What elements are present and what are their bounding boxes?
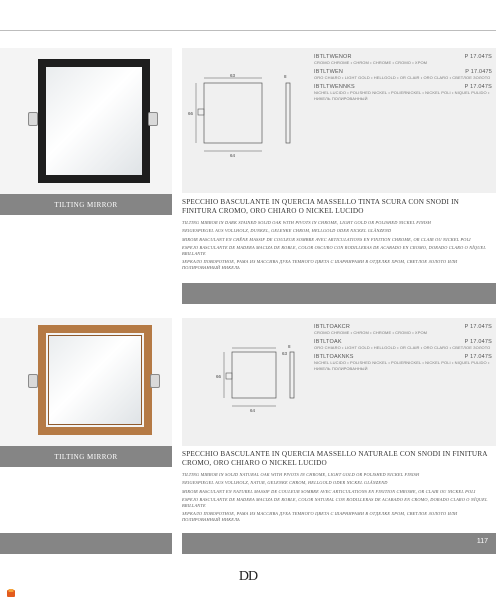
code-block: [314, 69, 492, 80]
code-block: [314, 354, 492, 370]
product-description: [182, 198, 492, 273]
dim-width-top: 63: [282, 351, 288, 356]
code-block: [314, 54, 492, 65]
brand-logo: DD: [238, 569, 258, 584]
desc-german: NEIGESPIEGEL AUS VOLLHOLZ, DUNKEL, GELENKE CHROM, HELLGOLD ODER NICKEL GLÄNZEND: [182, 228, 392, 234]
product-photo: [0, 48, 172, 194]
dim-depth: 8: [288, 344, 291, 349]
product-code: IBTLTWEN: [314, 69, 343, 76]
pivot-left-icon: [28, 374, 38, 388]
dim-depth: 8: [284, 74, 287, 79]
product-code: IBTLTWENNKS: [314, 84, 355, 91]
product-price: P 17.047S: [464, 354, 492, 361]
dim-height: 66: [188, 111, 194, 116]
dim-height: 66: [216, 374, 222, 379]
pivot-left-icon: [28, 112, 38, 126]
code-block: [314, 339, 492, 350]
top-rule: [0, 30, 496, 31]
technical-drawing: [182, 48, 312, 193]
page-number: 117: [476, 538, 488, 545]
section-footer-bar: [182, 283, 496, 304]
technical-drawing-panel: [182, 48, 496, 193]
product-code: IBTLTWENOR: [314, 54, 352, 60]
product-price: P 17.047S: [464, 84, 492, 91]
bookmark-icon[interactable]: [6, 588, 16, 598]
desc-spanish: ESPEJO BASCULANTE DE MADERA MACIZA DE ROBLE, COLOR OSCURO CON RODILLERAS DE ACABADO EN CROMO, DORADO CLARO O NÍQUEL BRILLANTE: [182, 244, 486, 256]
mirror-image: [38, 59, 150, 183]
code-block: [314, 324, 492, 335]
desc-english: TILTING MIRROR IN SOLID NATURAL OAK WITH PIVOTS IN CHROME, LIGHT GOLD OR POLISHED NICKEL FINISH: [182, 472, 420, 477]
product-code: IBTLTOAKCR: [314, 324, 351, 330]
product-section-natural: [0, 318, 496, 554]
finish-label: CROMO CHROME • CHROM • CHROME • CROMO • XPOM: [314, 60, 428, 65]
mirror-image: [38, 325, 152, 435]
product-price: P 17.047S: [464, 54, 492, 60]
product-price: P 17.047S: [464, 324, 492, 330]
pivot-right-icon: [150, 374, 160, 388]
desc-french: MIROIR BASCULANT EN NATUREL MASSIF DE COULEUR SOMBRE AVEC ARTICULATIONS EN FINITION CHROME, OR CLAIR OU NICKEL POLI: [182, 488, 476, 494]
pivot-right-icon: [148, 112, 158, 126]
finish-label: NICHEL LUCIDO • POLISHED NICKEL • POLIERNICKEL • NICKEL POLI • NIQUEL PULIDO • НИКЕЛЬ ПОЛИРОВАННЫЙ: [314, 90, 490, 101]
product-section-dark: [0, 48, 496, 304]
product-title: SPECCHIO BASCULANTE IN QUERCIA MASSELLO NATURALE CON SNODI IN FINITURA CROMO, ORO CHIARO O NICKEL LUCIDO: [182, 450, 488, 467]
code-block: [314, 84, 492, 100]
finish-label: ORO CHIARO • LIGHT GOLD • HELLGOLD • OR CLAIR • ORO CLARO • СВЕТЛОЕ ЗОЛОТО: [314, 75, 491, 81]
section-footer-bar-left: [0, 533, 172, 554]
section-footer-bar: [182, 533, 496, 554]
product-price: P 17.047S: [464, 339, 492, 346]
finish-label: NICHEL LUCIDO • POLISHED NICKEL • POLIERNICKEL • NICKEL POLI • NIQUEL PULIDO • НИКЕЛЬ ПОЛИРОВАННЫЙ: [314, 360, 490, 371]
desc-spanish: ESPEJO BASCULANTE DE MADERA MACIZA DE ROBLE, COLOR NATURAL CON RODILLERAS DE ACABADO EN CROMO, DORADO CLARO O NÍQUEL BRILLANTE: [182, 496, 488, 508]
product-caption: TILTING MIRROR: [0, 194, 172, 215]
technical-drawing: [182, 318, 312, 446]
finish-label: ORO CHIARO • LIGHT GOLD • HELLGOLD • OR CLAIR • ORO CLARO • СВЕТЛОЕ ЗОЛОТО: [314, 345, 491, 351]
product-codes: [314, 54, 492, 105]
desc-english: TILTING MIRROR IN DARK STAINED SOLID OAK WITH PIVOTS IN CHROME, LIGHT GOLD OR POLISHED NICKEL FINISH: [182, 220, 432, 225]
product-caption: TILTING MIRROR: [0, 446, 172, 467]
desc-french: MIROIR BASCULANT EN CHÊNE MASSIF DE COULEUR SOMBRE AVEC ARTICULATIONS EN FINITION CHROME, OR CLAIR OU NICKEL POLI: [182, 236, 471, 242]
product-photo: [0, 318, 172, 446]
desc-german: NEIGESPIEGEL AUS VOLLHOLZ, NATUR, GELENKE CHROM, HELLGOLD ODER NICKEL GLÄNZEND: [182, 480, 388, 486]
product-description: [182, 450, 492, 525]
product-title: SPECCHIO BASCULANTE IN QUERCIA MASSELLO TINTA SCURA CON SNODI IN FINITURA CROMO, ORO CHIARO O NICKEL LUCIDO: [182, 198, 460, 215]
dim-width-bottom: 64: [230, 153, 236, 158]
product-codes: [314, 324, 492, 375]
technical-drawing-panel: [182, 318, 496, 446]
product-code: IBTLTOAK: [314, 339, 342, 346]
dim-width-bottom: 64: [250, 408, 256, 413]
product-price: P 17.0475: [465, 69, 492, 76]
dim-width-top: 63: [230, 73, 236, 78]
product-code: IBTLTOAKNKS: [314, 354, 354, 361]
desc-russian: ЗЕРКАЛО ПОВОРОТНОЕ, РАМА ИЗ МАССИВА ДУБА ТЕМНОГО ЦВЕТА С ШАРНИРАМИ В ОТДЕЛКЕ ХРОМ, СВЕТЛОЕ ЗОЛОТО ИЛИ ПОЛИРОВАННЫЙ НИКЕЛЬ: [182, 258, 458, 270]
desc-russian: ЗЕРКАЛО ПОВОРОТНОЕ, РАМА ИЗ МАССИВА ДУБА ТЕМНОГО ЦВЕТА С ШАРНИРАМИ В ОТДЕЛКЕ ХРОМ, СВЕТЛОЕ ЗОЛОТО ИЛИ ПОЛИРОВАННЫЙ НИКЕЛЬ: [182, 510, 458, 522]
finish-label: CROMO CHROME • CHROM • CHROME • CROMO • XPOM: [314, 330, 428, 335]
